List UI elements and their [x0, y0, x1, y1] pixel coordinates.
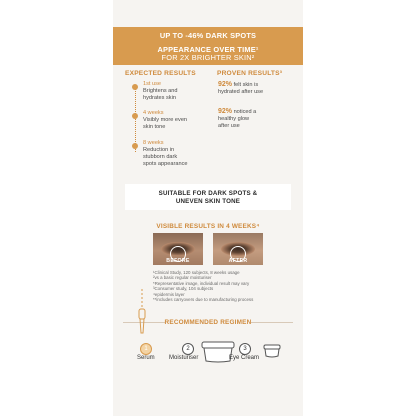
regimen-title: RECOMMENDED REGIMEN [164, 319, 252, 326]
stat-percent: 92% [218, 81, 233, 88]
proven-stat-1 [218, 81, 298, 96]
proven-stat-2 [218, 108, 298, 130]
after-label: AFTER [228, 258, 248, 264]
dropper-icon [136, 289, 148, 335]
headline-banner [113, 27, 303, 65]
eye-cream-jar-icon [263, 344, 281, 358]
step-text: Visibly more even [143, 117, 188, 123]
footnotes [153, 270, 253, 302]
stat-text: noticed a [232, 109, 257, 115]
step-text: Brightens and [143, 88, 178, 94]
expected-step-1 [143, 81, 178, 102]
suitable-for-box [125, 184, 291, 210]
expected-step-3 [143, 140, 187, 168]
after-photo [213, 233, 263, 265]
regimen-step-2-label: Moisturiser [169, 355, 199, 361]
banner-line-1: UP TO -46% DARK SPOTS [159, 31, 257, 40]
step-text: stubborn dark [143, 154, 178, 160]
suitable-line-1: SUITABLE FOR DARK SPOTS & [158, 190, 258, 197]
visible-results-title: VISIBLE RESULTS IN 4 WEEKS⁴ [156, 223, 260, 230]
footnote: **includes carryovers due to manufacturing process [153, 297, 254, 303]
suitable-line-2: UNEVEN SKIN TONE [175, 197, 241, 205]
stat-text: after use [218, 123, 240, 129]
timeline-dot-1 [132, 84, 138, 90]
stat-text: felt skin is [232, 82, 259, 88]
footnote: *Representative image, individual result may vary [153, 280, 250, 286]
product-info-panel [113, 0, 303, 416]
stat-text: hydrated after use [218, 89, 264, 95]
step-week: 1st use [143, 81, 162, 87]
regimen-step-3-label: Eye Cream [229, 355, 260, 361]
timeline-dot-2 [132, 113, 138, 119]
step-text: spots appearance [143, 161, 188, 167]
footnote: ²vs a basic regular moisturiser [153, 275, 212, 281]
regimen-step-2-number: 2 [182, 343, 194, 355]
step-text: skin tone [143, 124, 166, 130]
step-week: 4 weeks [143, 110, 164, 116]
step-week: 8 weeks [143, 140, 164, 146]
before-label: BEFORE [166, 258, 190, 264]
proven-results-title: PROVEN RESULTS³ [217, 70, 283, 77]
regimen-step-1-label: Serum [137, 355, 155, 361]
regimen-step-3-number: 3 [239, 343, 251, 355]
timeline-dot-3 [132, 143, 138, 149]
regimen-step-1-number: 1 [140, 343, 152, 355]
banner-line-2: APPEARANCE OVER TIME¹ [157, 44, 259, 54]
footnote: ¹Clinical Study, 120 subjects, 8 weeks usage [153, 270, 240, 275]
step-text: hydrates skin [143, 95, 176, 101]
expected-results-title: EXPECTED RESULTS [125, 70, 196, 77]
footnote: ³Consumer study, 104 subjects [153, 286, 214, 292]
step-text: Reduction in [143, 147, 175, 153]
stat-text: healthy glow [218, 116, 250, 122]
expected-step-2 [143, 110, 187, 131]
banner-line-3: FOR 2X BRIGHTER SKIN² [161, 53, 255, 63]
before-photo [153, 233, 203, 265]
footnote: ⁴epidermis layer [153, 291, 185, 297]
stat-percent: 92% [218, 108, 233, 115]
